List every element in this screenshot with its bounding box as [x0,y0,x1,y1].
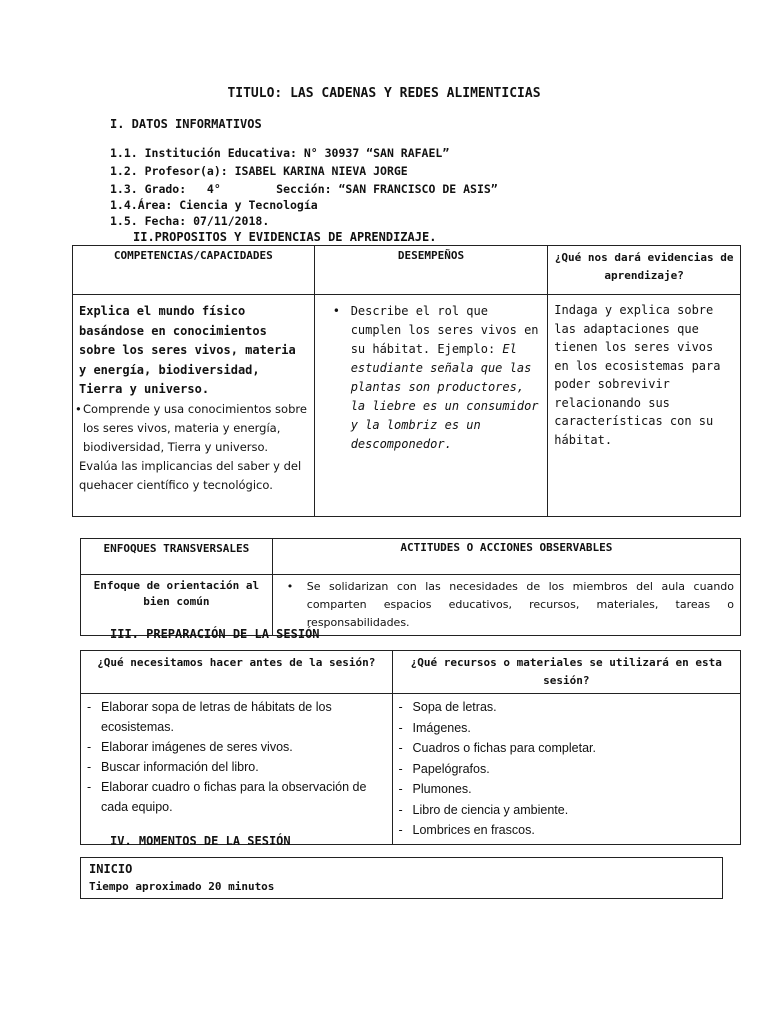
desempenos-cell [314,295,548,517]
actitud-text: Se solidarizan con las necesidades de los miembros del aula cuando comparten espacios educativos, recursos, materiales, tareas o responsabilidades. [306,580,734,629]
list-item: - Sopa de letras. [399,697,734,718]
header-enfoques: ENFOQUES TRANSVERSALES [81,539,273,575]
list-item: - Cuadros o fichas para completar. [399,738,734,759]
capacidad-1-text: Comprende y usa conocimientos sobre los seres vivos, materia y energía, biodiversidad, Tierra y universo. [83,401,307,454]
header-antes: ¿Qué necesitamos hacer antes de la sesión? [81,651,393,694]
document-title: TITULO: LAS CADENAS Y REDES ALIMENTICIAS [227,86,541,101]
desempeno-example: El estudiante señala que las plantas son productores, la liebre es un consumidor y la lombriz es un descomponedor. [350,342,539,451]
list-item: - Buscar información del libro. [87,757,386,777]
section-1-heading: I. DATOS INFORMATIVOS [110,117,262,131]
section-2-heading: II.PROPOSITOS Y EVIDENCIAS DE APRENDIZAJE. [133,230,437,244]
bullet-icon: • [286,580,294,593]
recursos-cell [392,694,740,845]
enfoque-label: Enfoque de orientación al bien común [81,575,273,636]
info-institucion: 1.1. Institución Educativa: N° 30937 “SAN RAFAEL” [110,146,450,160]
antes-list [87,697,386,817]
enfoques-table [80,538,741,636]
header-competencias: COMPETENCIAS/CAPACIDADES [73,246,315,295]
inicio-table [80,857,723,899]
info-fecha: 1.5. Fecha: 07/11/2018. [110,214,270,228]
evidencias-cell [548,295,741,517]
capacidad-2: Evalúa las implicancias del saber y del quehacer científico y tecnológico. [79,458,302,492]
antes-cell [81,694,393,845]
list-item: - Papelógrafos. [399,759,734,780]
list-item: - Libro de ciencia y ambiente. [399,800,734,821]
list-item: - Elaborar imágenes de seres vivos. [87,737,386,757]
actitud-cell [272,575,740,636]
list-item: - Imágenes. [399,718,734,739]
header-desempenos: DESEMPEÑOS [314,246,548,295]
header-recursos: ¿Qué recursos o materiales se utilizará en esta sesión? [392,651,740,694]
section-3-heading: III. PREPARACIÓN DE LA SESIÓN [110,627,320,641]
list-item: - Plumones. [399,779,734,800]
header-actitudes: ACTITUDES O ACCIONES OBSERVABLES [272,539,740,575]
capacidad-1 [75,400,308,457]
competencia-text: Explica el mundo físico basándose en conocimientos sobre los seres vivos, materia y energía, biodiversidad, Tierra y universo. [79,304,296,396]
desempeno-text: Describe el rol que cumplen los seres vivos en su hábitat. Ejemplo: [350,304,539,356]
propositos-table [72,245,741,517]
bullet-icon: • [332,304,340,318]
info-area: 1.4.Área: Ciencia y Tecnología [110,198,318,212]
preparacion-table [80,650,741,845]
inicio-label: INICIO [89,862,133,876]
section-4-heading: IV. MOMENTOS DE LA SESIÓN [110,834,291,848]
competencias-cell [73,295,315,517]
list-item: - Lombrices en frascos. [399,820,734,841]
bullet-icon: • [75,401,82,416]
recursos-list [399,697,734,841]
list-item: - Elaborar sopa de letras de hábitats de los ecosistemas. [87,697,386,737]
inicio-cell [81,858,723,899]
info-grado-seccion: 1.3. Grado: 4° Sección: “SAN FRANCISCO DE ASIS” [110,182,498,196]
evidencia-text: Indaga y explica sobre las adaptaciones que tienen los seres vivos en los ecosistemas para poder sobrevivir relacionando sus características con su hábitat. [554,303,721,447]
header-evidencias: ¿Qué nos dará evidencias de aprendizaje? [548,246,741,295]
list-item: - Elaborar cuadro o fichas para la observación de cada equipo. [87,777,386,817]
info-profesor: 1.2. Profesor(a): ISABEL KARINA NIEVA JORGE [110,164,408,178]
tiempo-label: Tiempo aproximado 20 minutos [89,880,275,893]
